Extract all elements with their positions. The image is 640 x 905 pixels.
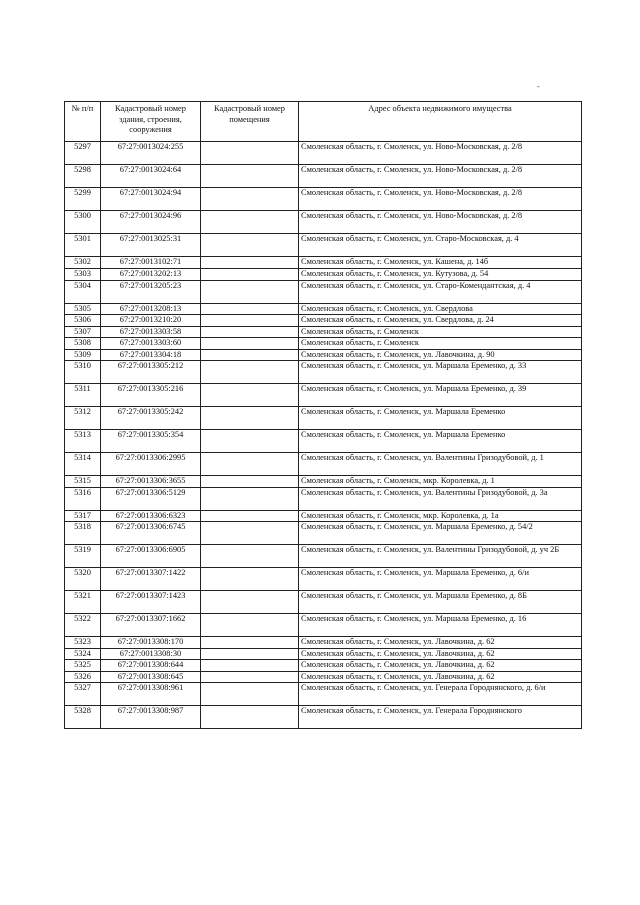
building-cadastral-number: 67:27:0013308:987 [101,706,201,729]
premises-cadastral-number [201,361,299,384]
premises-cadastral-number [201,683,299,706]
row-number: 5305 [65,303,101,315]
building-cadastral-number: 67:27:0013305:354 [101,430,201,453]
row-number: 5327 [65,683,101,706]
address: Смоленская область, г. Смоленск, ул. Маршала Еременко, д. 54/2 [299,522,582,545]
row-number: 5300 [65,211,101,234]
row-number: 5318 [65,522,101,545]
table-row [65,338,582,350]
building-cadastral-number: 67:27:0013308:961 [101,683,201,706]
building-cadastral-number: 67:27:0013305:216 [101,384,201,407]
premises-cadastral-number [201,211,299,234]
row-number: 5315 [65,476,101,488]
table-row [65,407,582,430]
row-number: 5308 [65,338,101,350]
row-number: 5319 [65,545,101,568]
premises-cadastral-number [201,349,299,361]
address: Смоленская область, г. Смоленск, ул. Маршала Еременко, д. 33 [299,361,582,384]
building-cadastral-number: 67:27:0013307:1422 [101,568,201,591]
building-cadastral-number: 67:27:0013308:30 [101,648,201,660]
table-row [65,591,582,614]
table-row [65,165,582,188]
premises-cadastral-number [201,234,299,257]
building-cadastral-number: 67:27:0013304:18 [101,349,201,361]
table-row [65,522,582,545]
building-cadastral-number: 67:27:0013024:96 [101,211,201,234]
premises-cadastral-number [201,453,299,476]
premises-cadastral-number [201,510,299,522]
table-row [65,349,582,361]
address: Смоленская область, г. Смоленск, ул. Генерала Городнянского [299,706,582,729]
premises-cadastral-number [201,326,299,338]
address: Смоленская область, г. Смоленск, мкр. Королевка, д. 1а [299,510,582,522]
table-body [65,142,582,729]
premises-cadastral-number [201,407,299,430]
address: Смоленская область, г. Смоленск, ул. Маршала Еременко, д. 8Б [299,591,582,614]
row-number: 5323 [65,637,101,649]
row-number: 5303 [65,269,101,281]
building-cadastral-number: 67:27:0013024:64 [101,165,201,188]
row-number: 5298 [65,165,101,188]
address: Смоленская область, г. Смоленск, ул. Ново-Московская, д. 2/8 [299,188,582,211]
building-cadastral-number: 67:27:0013306:6905 [101,545,201,568]
table-row [65,430,582,453]
table-row [65,683,582,706]
building-cadastral-number: 67:27:0013025:31 [101,234,201,257]
premises-cadastral-number [201,280,299,303]
address: Смоленская область, г. Смоленск, ул. Генерала Городнянского, д. 6/и [299,683,582,706]
row-number: 5307 [65,326,101,338]
table-row [65,487,582,510]
premises-cadastral-number [201,522,299,545]
address: Смоленская область, г. Смоленск [299,326,582,338]
premises-cadastral-number [201,487,299,510]
table-row [65,453,582,476]
table-row [65,280,582,303]
row-number: 5297 [65,142,101,165]
premises-cadastral-number [201,660,299,672]
table-row [65,706,582,729]
premises-cadastral-number [201,637,299,649]
premises-cadastral-number [201,165,299,188]
address: Смоленская область, г. Смоленск, ул. Валентины Гризодубовой, д. уч 2Б [299,545,582,568]
table-row [65,660,582,672]
address: Смоленская область, г. Смоленск, ул. Маршала Еременко [299,407,582,430]
building-cadastral-number: 67:27:0013303:60 [101,338,201,350]
row-number: 5313 [65,430,101,453]
building-cadastral-number: 67:27:0013303:58 [101,326,201,338]
address: Смоленская область, г. Смоленск, ул. Ново-Московская, д. 2/8 [299,142,582,165]
premises-cadastral-number [201,614,299,637]
header-premises-cadastral-number: Кадастровый номер помещения [201,102,299,142]
row-number: 5325 [65,660,101,672]
address: Смоленская область, г. Смоленск, ул. Маршала Еременко, д. 39 [299,384,582,407]
address: Смоленская область, г. Смоленск, ул. Маршала Еременко, д. 16 [299,614,582,637]
building-cadastral-number: 67:27:0013306:6745 [101,522,201,545]
row-number: 5328 [65,706,101,729]
building-cadastral-number: 67:27:0013024:255 [101,142,201,165]
table-row [65,142,582,165]
building-cadastral-number: 67:27:0013205:23 [101,280,201,303]
row-number: 5322 [65,614,101,637]
building-cadastral-number: 67:27:0013208:13 [101,303,201,315]
row-number: 5311 [65,384,101,407]
table-row [65,671,582,683]
row-number: 5304 [65,280,101,303]
row-number: 5302 [65,257,101,269]
address: Смоленская область, г. Смоленск, ул. Старо-Комендантская, д. 4 [299,280,582,303]
address: Смоленская область, г. Смоленск, мкр. Королевка, д. 1 [299,476,582,488]
address: Смоленская область, г. Смоленск, ул. Старо-Московская, д. 4 [299,234,582,257]
table-row [65,510,582,522]
building-cadastral-number: 67:27:0013210:20 [101,315,201,327]
address: Смоленская область, г. Смоленск, ул. Лавочкина, д. 62 [299,648,582,660]
address: Смоленская область, г. Смоленск, ул. Валентины Гризодубовой, д. 3а [299,487,582,510]
building-cadastral-number: 67:27:0013307:1662 [101,614,201,637]
address: Смоленская область, г. Смоленск, ул. Ново-Московская, д. 2/8 [299,211,582,234]
row-number: 5316 [65,487,101,510]
premises-cadastral-number [201,315,299,327]
table-row [65,315,582,327]
row-number: 5326 [65,671,101,683]
building-cadastral-number: 67:27:0013308:644 [101,660,201,672]
address: Смоленская область, г. Смоленск, ул. Свердлова [299,303,582,315]
address: Смоленская область, г. Смоленск, ул. Лавочкина, д. 62 [299,637,582,649]
building-cadastral-number: 67:27:0013202:13 [101,269,201,281]
premises-cadastral-number [201,142,299,165]
table-row [65,269,582,281]
building-cadastral-number: 67:27:0013308:170 [101,637,201,649]
row-number: 5324 [65,648,101,660]
address: Смоленская область, г. Смоленск, ул. Кашена, д. 14б [299,257,582,269]
table-row [65,361,582,384]
address: Смоленская область, г. Смоленск, ул. Валентины Гризодубовой, д. 1 [299,453,582,476]
building-cadastral-number: 67:27:0013306:5129 [101,487,201,510]
address: Смоленская область, г. Смоленск, ул. Свердлова, д. 24 [299,315,582,327]
table-row [65,188,582,211]
row-number: 5312 [65,407,101,430]
address: Смоленская область, г. Смоленск, ул. Кутузова, д. 54 [299,269,582,281]
building-cadastral-number: 67:27:0013306:6323 [101,510,201,522]
premises-cadastral-number [201,338,299,350]
header-address: Адрес объекта недвижимого имущества [299,102,582,142]
building-cadastral-number: 67:27:0013306:2995 [101,453,201,476]
table-row [65,648,582,660]
row-number: 5314 [65,453,101,476]
table-row [65,234,582,257]
address: Смоленская область, г. Смоленск, ул. Лавочкина, д. 62 [299,671,582,683]
building-cadastral-number: 67:27:0013024:94 [101,188,201,211]
premises-cadastral-number [201,269,299,281]
row-number: 5321 [65,591,101,614]
cadastral-registry-table [64,101,582,729]
address: Смоленская область, г. Смоленск, ул. Ново-Московская, д. 2/8 [299,165,582,188]
row-number: 5320 [65,568,101,591]
row-number: 5301 [65,234,101,257]
table-row [65,384,582,407]
table-row [65,545,582,568]
premises-cadastral-number [201,188,299,211]
premises-cadastral-number [201,706,299,729]
premises-cadastral-number [201,545,299,568]
building-cadastral-number: 67:27:0013306:3655 [101,476,201,488]
table-header-row [65,102,582,142]
table-row [65,568,582,591]
row-number: 5317 [65,510,101,522]
table-row [65,303,582,315]
building-cadastral-number: 67:27:0013305:242 [101,407,201,430]
building-cadastral-number: 67:27:0013102:71 [101,257,201,269]
address: Смоленская область, г. Смоленск, ул. Лавочкина, д. 62 [299,660,582,672]
premises-cadastral-number [201,648,299,660]
address: Смоленская область, г. Смоленск, ул. Маршала Еременко, д. 6/и [299,568,582,591]
premises-cadastral-number [201,591,299,614]
row-number: 5306 [65,315,101,327]
building-cadastral-number: 67:27:0013308:645 [101,671,201,683]
row-number: 5309 [65,349,101,361]
table-row [65,211,582,234]
premises-cadastral-number [201,257,299,269]
table-row [65,637,582,649]
premises-cadastral-number [201,671,299,683]
header-number: № п/п [65,102,101,142]
premises-cadastral-number [201,476,299,488]
premises-cadastral-number [201,568,299,591]
stray-mark: - [537,82,540,91]
address: Смоленская область, г. Смоленск, ул. Маршала Еременко [299,430,582,453]
row-number: 5310 [65,361,101,384]
table-row [65,614,582,637]
address: Смоленская область, г. Смоленск [299,338,582,350]
premises-cadastral-number [201,430,299,453]
table-row [65,257,582,269]
address: Смоленская область, г. Смоленск, ул. Лавочкина, д. 90 [299,349,582,361]
header-building-cadastral-number: Кадастровый номер здания, строения, сооружения [101,102,201,142]
row-number: 5299 [65,188,101,211]
table-row [65,476,582,488]
building-cadastral-number: 67:27:0013305:212 [101,361,201,384]
building-cadastral-number: 67:27:0013307:1423 [101,591,201,614]
table-row [65,326,582,338]
premises-cadastral-number [201,384,299,407]
premises-cadastral-number [201,303,299,315]
